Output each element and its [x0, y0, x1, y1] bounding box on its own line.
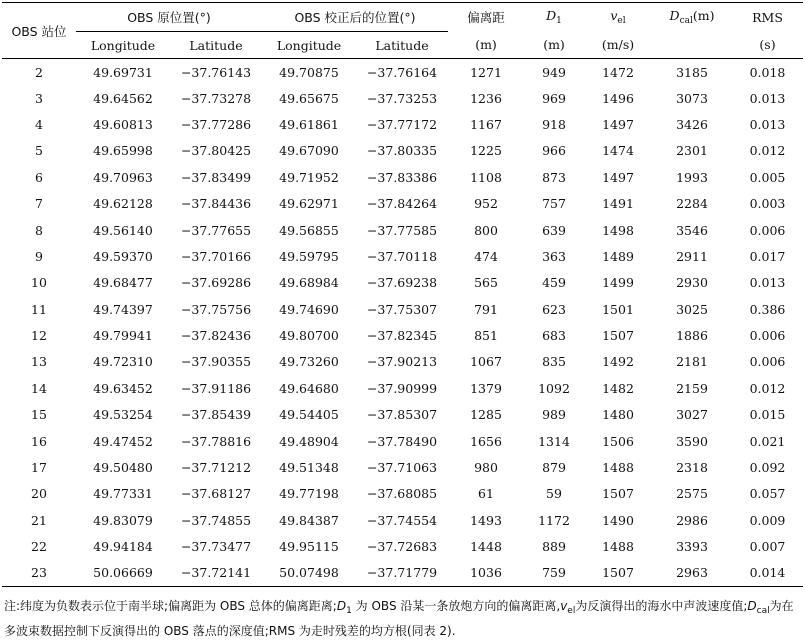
- cell-orig-longitude: 49.69731: [93, 65, 153, 81]
- cell-orig-longitude: 49.60813: [93, 116, 153, 132]
- header-vel-main: v: [610, 8, 618, 24]
- note-part-1: 注:纬度为负数表示位于南半球;偏离距为 OBS 总体的偏离距离;: [4, 599, 337, 613]
- table-row: [2, 270, 803, 296]
- table-row: [2, 59, 803, 85]
- header-dcal-blank: [652, 32, 732, 59]
- cell-orig-latitude: −37.73278: [180, 90, 252, 106]
- header-d1-main: D: [546, 8, 557, 24]
- cell-corr-longitude: 49.48904: [279, 433, 339, 449]
- cell-rms: 0.386: [749, 301, 786, 317]
- header-rms: RMS: [752, 9, 783, 25]
- table-row: [2, 560, 803, 586]
- cell-station: 10: [31, 275, 47, 291]
- table-body: [2, 59, 803, 587]
- cell-d1: 835: [542, 354, 566, 370]
- cell-station: 2: [35, 65, 43, 81]
- cell-corr-longitude: 49.51348: [279, 460, 339, 476]
- cell-rms: 0.012: [749, 380, 786, 396]
- cell-corr-latitude: −37.77172: [366, 116, 438, 132]
- cell-rms: 0.017: [749, 248, 786, 264]
- cell-orig-latitude: −37.90355: [180, 354, 252, 370]
- cell-dcal: 2575: [676, 486, 708, 502]
- table-row: [2, 138, 803, 164]
- cell-rms: 0.057: [749, 486, 786, 502]
- cell-corr-longitude: 49.71952: [279, 169, 339, 185]
- table-note: [4, 596, 802, 641]
- cell-vel: 1472: [602, 65, 634, 81]
- cell-d1: 683: [542, 328, 566, 344]
- cell-corr-latitude: −37.71779: [366, 565, 438, 581]
- cell-d1: 989: [542, 407, 566, 423]
- cell-orig-longitude: 49.47452: [93, 433, 153, 449]
- cell-dcal: 2181: [676, 354, 708, 370]
- cell-dcal: 2159: [676, 380, 708, 396]
- cell-rms: 0.006: [749, 328, 786, 344]
- cell-dcal: 3590: [676, 433, 708, 449]
- cell-vel: 1488: [602, 539, 634, 555]
- cell-station: 21: [31, 512, 47, 528]
- cell-d1: 1314: [538, 433, 570, 449]
- cell-orig-latitude: −37.84436: [180, 196, 252, 212]
- cell-station: 16: [31, 433, 47, 449]
- cell-rms: 0.021: [749, 433, 786, 449]
- cell-corr-latitude: −37.74554: [366, 512, 438, 528]
- cell-offset: 1036: [470, 565, 502, 581]
- cell-rms: 0.018: [749, 65, 786, 81]
- cell-orig-latitude: −37.91186: [180, 380, 252, 396]
- cell-corr-longitude: 49.80700: [279, 328, 339, 344]
- cell-offset: 1656: [470, 433, 502, 449]
- cell-orig-longitude: 49.59370: [93, 248, 153, 264]
- table-row: [2, 164, 803, 190]
- table-row: [2, 454, 803, 480]
- cell-d1: 949: [542, 65, 566, 81]
- cell-offset: 1108: [470, 169, 502, 185]
- cell-corr-longitude: 49.61861: [279, 116, 339, 132]
- cell-offset: 1379: [470, 380, 502, 396]
- cell-d1: 873: [542, 169, 566, 185]
- cell-rms: 0.005: [749, 169, 786, 185]
- cell-corr-longitude: 49.59795: [279, 248, 339, 264]
- cell-vel: 1474: [602, 143, 634, 159]
- cell-station: 7: [35, 196, 43, 212]
- cell-orig-longitude: 49.74397: [93, 301, 153, 317]
- table-row: [2, 375, 803, 401]
- cell-vel: 1498: [602, 222, 634, 238]
- cell-offset: 1285: [470, 407, 502, 423]
- table-row: [2, 402, 803, 428]
- cell-rms: 0.013: [749, 90, 786, 106]
- cell-station: 14: [31, 380, 47, 396]
- cell-orig-latitude: −37.77655: [180, 222, 252, 238]
- cell-offset: 1448: [470, 539, 502, 555]
- cell-corr-longitude: 49.73260: [279, 354, 339, 370]
- header-dcal-unit: (m): [692, 8, 715, 24]
- header-rms-unit: (s): [759, 37, 776, 53]
- cell-d1: 639: [542, 222, 566, 238]
- cell-corr-latitude: −37.82345: [366, 328, 438, 344]
- cell-rms: 0.006: [749, 354, 786, 370]
- table-row: [2, 534, 803, 560]
- cell-rms: 0.012: [749, 143, 786, 159]
- cell-station: 9: [35, 248, 43, 264]
- cell-vel: 1507: [602, 486, 634, 502]
- header-offset: 偏离距: [467, 10, 505, 26]
- cell-orig-longitude: 49.64562: [93, 90, 153, 106]
- cell-corr-longitude: 49.68984: [279, 275, 339, 291]
- cell-orig-latitude: −37.80425: [180, 143, 252, 159]
- table-row: [2, 296, 803, 322]
- cell-orig-longitude: 49.65998: [93, 143, 153, 159]
- cell-offset: 980: [474, 460, 498, 476]
- table-row: [2, 349, 803, 375]
- cell-offset: 800: [474, 222, 498, 238]
- cell-offset: 952: [474, 196, 498, 212]
- note-dcal-sub: cal: [756, 606, 770, 616]
- cell-vel: 1496: [602, 90, 634, 106]
- cell-offset: 61: [478, 486, 494, 502]
- cell-dcal: 2318: [676, 460, 708, 476]
- cell-corr-latitude: −37.90213: [366, 354, 438, 370]
- cell-d1: 459: [542, 275, 566, 291]
- cell-station: 17: [31, 460, 47, 476]
- cell-orig-longitude: 49.70963: [93, 169, 153, 185]
- cell-orig-latitude: −37.68127: [180, 486, 252, 502]
- cell-offset: 1225: [470, 143, 502, 159]
- cell-d1: 623: [542, 301, 566, 317]
- cell-dcal: 3185: [676, 65, 708, 81]
- cell-vel: 1507: [602, 328, 634, 344]
- cell-corr-latitude: −37.68085: [366, 486, 438, 502]
- header-orig-latitude: Latitude: [189, 37, 243, 53]
- cell-orig-latitude: −37.69286: [180, 275, 252, 291]
- cell-rms: 0.003: [749, 196, 786, 212]
- table-row: [2, 217, 803, 243]
- note-dcal-main: D: [747, 599, 757, 613]
- cell-orig-longitude: 49.63452: [93, 380, 153, 396]
- cell-orig-latitude: −37.82436: [180, 328, 252, 344]
- cell-corr-longitude: 49.74690: [279, 301, 339, 317]
- cell-d1: 1092: [538, 380, 570, 396]
- cell-rms: 0.015: [749, 407, 786, 423]
- header-d1-sub: 1: [556, 16, 562, 27]
- cell-rms: 0.013: [749, 116, 786, 132]
- cell-dcal: 3546: [676, 222, 708, 238]
- cell-corr-latitude: −37.75307: [366, 301, 438, 317]
- cell-station: 23: [31, 565, 47, 581]
- cell-dcal: 3027: [676, 407, 708, 423]
- note-d1-sub: 1: [346, 606, 352, 616]
- cell-station: 12: [31, 328, 47, 344]
- header-dcal: [652, 3, 732, 32]
- cell-offset: 1493: [470, 512, 502, 528]
- cell-vel: 1506: [602, 433, 634, 449]
- header-vel-sub: el: [617, 16, 626, 27]
- cell-corr-latitude: −37.78490: [366, 433, 438, 449]
- cell-orig-latitude: −37.73477: [180, 539, 252, 555]
- cell-corr-longitude: 50.07498: [279, 565, 339, 581]
- header-vel: [584, 3, 652, 32]
- cell-corr-longitude: 49.62971: [279, 196, 339, 212]
- header-dcal-main: D: [669, 8, 680, 24]
- cell-corr-longitude: 49.67090: [279, 143, 339, 159]
- cell-orig-longitude: 49.79941: [93, 328, 153, 344]
- cell-orig-longitude: 49.68477: [93, 275, 153, 291]
- cell-rms: 0.014: [749, 565, 786, 581]
- cell-offset: 851: [474, 328, 498, 344]
- table-row: [2, 322, 803, 348]
- cell-offset: 474: [474, 248, 498, 264]
- table-row: [2, 428, 803, 454]
- cell-rms: 0.092: [749, 460, 786, 476]
- table-row: [2, 190, 803, 216]
- cell-vel: 1497: [602, 116, 634, 132]
- cell-rms: 0.009: [749, 512, 786, 528]
- header-station: OBS 站位: [11, 23, 67, 39]
- cell-corr-latitude: −37.71063: [366, 460, 438, 476]
- table-row: [2, 85, 803, 111]
- cell-vel: 1499: [602, 275, 634, 291]
- cell-orig-latitude: −37.70166: [180, 248, 252, 264]
- cell-offset: 1067: [470, 354, 502, 370]
- cell-station: 4: [35, 116, 43, 132]
- cell-corr-longitude: 49.54405: [279, 407, 339, 423]
- cell-vel: 1489: [602, 248, 634, 264]
- cell-offset: 791: [474, 301, 498, 317]
- cell-orig-latitude: −37.72141: [180, 565, 252, 581]
- cell-dcal: 1886: [676, 328, 708, 344]
- cell-offset: 1236: [470, 90, 502, 106]
- cell-corr-latitude: −37.80335: [366, 143, 438, 159]
- cell-vel: 1491: [602, 196, 634, 212]
- note-vel-sub: el: [567, 606, 576, 616]
- cell-d1: 879: [542, 460, 566, 476]
- cell-station: 5: [35, 143, 43, 159]
- cell-dcal: 3073: [676, 90, 708, 106]
- cell-corr-latitude: −37.90999: [366, 380, 438, 396]
- cell-station: 15: [31, 407, 47, 423]
- cell-corr-longitude: 49.70875: [279, 65, 339, 81]
- cell-dcal: 1993: [676, 169, 708, 185]
- cell-dcal: 3025: [676, 301, 708, 317]
- cell-corr-longitude: 49.56855: [279, 222, 339, 238]
- cell-orig-longitude: 49.56140: [93, 222, 153, 238]
- cell-rms: 0.013: [749, 275, 786, 291]
- cell-d1: 757: [542, 196, 566, 212]
- table-row: [2, 507, 803, 533]
- cell-dcal: 3393: [676, 539, 708, 555]
- cell-vel: 1482: [602, 380, 634, 396]
- cell-corr-latitude: −37.69238: [366, 275, 438, 291]
- cell-vel: 1507: [602, 565, 634, 581]
- cell-vel: 1488: [602, 460, 634, 476]
- cell-corr-latitude: −37.85307: [366, 407, 438, 423]
- cell-orig-latitude: −37.77286: [180, 116, 252, 132]
- cell-dcal: 3426: [676, 116, 708, 132]
- header-vel-unit: (m/s): [601, 37, 635, 53]
- cell-corr-latitude: −37.84264: [366, 196, 438, 212]
- cell-orig-longitude: 49.53254: [93, 407, 153, 423]
- cell-orig-latitude: −37.75756: [180, 301, 252, 317]
- cell-dcal: 2911: [676, 248, 708, 264]
- header-corrected-position: OBS 校正后的位置(°): [262, 3, 448, 32]
- cell-dcal: 2930: [676, 275, 708, 291]
- cell-orig-latitude: −37.78816: [180, 433, 252, 449]
- note-part-4: 为在多波束数据控制下反演得出的 OBS 落点的深度值;RMS 为走时残差的均方根(同表 2).: [4, 599, 794, 638]
- cell-station: 22: [31, 539, 47, 555]
- cell-d1: 889: [542, 539, 566, 555]
- header-corr-latitude: Latitude: [375, 37, 429, 53]
- cell-corr-longitude: 49.77198: [279, 486, 339, 502]
- note-vel-main: v: [560, 599, 568, 613]
- cell-orig-longitude: 49.62128: [93, 196, 153, 212]
- cell-corr-latitude: −37.73253: [366, 90, 438, 106]
- cell-orig-latitude: −37.76143: [180, 65, 252, 81]
- cell-rms: 0.007: [749, 539, 786, 555]
- header-d1-unit: (m): [543, 37, 565, 53]
- cell-corr-latitude: −37.76164: [366, 65, 438, 81]
- cell-dcal: 2284: [676, 196, 708, 212]
- note-d1-main: D: [336, 599, 347, 613]
- cell-orig-latitude: −37.71212: [180, 460, 252, 476]
- cell-vel: 1497: [602, 169, 634, 185]
- cell-orig-latitude: −37.85439: [180, 407, 252, 423]
- cell-offset: 565: [474, 275, 498, 291]
- table-header: [2, 3, 803, 59]
- cell-dcal: 2301: [676, 143, 708, 159]
- cell-station: 6: [35, 169, 43, 185]
- cell-corr-latitude: −37.77585: [366, 222, 438, 238]
- table-row: [2, 243, 803, 269]
- cell-orig-longitude: 49.72310: [93, 354, 153, 370]
- cell-d1: 759: [542, 565, 566, 581]
- cell-station: 11: [31, 301, 47, 317]
- cell-orig-longitude: 49.50480: [93, 460, 153, 476]
- cell-corr-latitude: −37.72683: [366, 539, 438, 555]
- cell-orig-longitude: 49.77331: [93, 486, 153, 502]
- cell-vel: 1492: [602, 354, 634, 370]
- cell-station: 13: [31, 354, 47, 370]
- cell-dcal: 2986: [676, 512, 708, 528]
- cell-d1: 363: [542, 248, 566, 264]
- cell-d1: 59: [546, 486, 562, 502]
- cell-d1: 969: [542, 90, 566, 106]
- cell-vel: 1501: [602, 301, 634, 317]
- cell-d1: 966: [542, 143, 566, 159]
- cell-orig-longitude: 50.06669: [93, 565, 153, 581]
- cell-corr-longitude: 49.65675: [279, 90, 339, 106]
- cell-corr-longitude: 49.64680: [279, 380, 339, 396]
- cell-d1: 918: [542, 116, 566, 132]
- cell-station: 8: [35, 222, 43, 238]
- cell-corr-longitude: 49.84387: [279, 512, 339, 528]
- cell-vel: 1490: [602, 512, 634, 528]
- cell-d1: 1172: [538, 512, 570, 528]
- table-row: [2, 481, 803, 507]
- cell-corr-longitude: 49.95115: [279, 539, 339, 555]
- table-row: [2, 111, 803, 137]
- header-offset-unit: (m): [475, 37, 497, 53]
- cell-corr-latitude: −37.83386: [366, 169, 438, 185]
- cell-corr-latitude: −37.70118: [366, 248, 438, 264]
- cell-orig-latitude: −37.83499: [180, 169, 252, 185]
- note-part-2: 为 OBS 沿某一条放炮方向的偏离距离,: [351, 599, 561, 613]
- cell-station: 20: [31, 486, 47, 502]
- header-original-position: OBS 原位置(°): [76, 3, 262, 32]
- header-orig-longitude: Longitude: [90, 37, 156, 53]
- cell-orig-longitude: 49.94184: [93, 539, 153, 555]
- header-d1: [524, 3, 584, 32]
- header-dcal-sub: cal: [679, 16, 693, 27]
- cell-offset: 1167: [470, 116, 502, 132]
- cell-orig-latitude: −37.74855: [180, 512, 252, 528]
- cell-station: 3: [35, 90, 43, 106]
- header-corr-longitude: Longitude: [276, 37, 342, 53]
- note-part-3: 为反演得出的海水中声波速度值;: [575, 599, 748, 613]
- cell-rms: 0.006: [749, 222, 786, 238]
- cell-offset: 1271: [470, 65, 502, 81]
- cell-vel: 1480: [602, 407, 634, 423]
- cell-orig-longitude: 49.83079: [93, 512, 153, 528]
- cell-dcal: 2963: [676, 565, 708, 581]
- obs-table: [2, 2, 803, 587]
